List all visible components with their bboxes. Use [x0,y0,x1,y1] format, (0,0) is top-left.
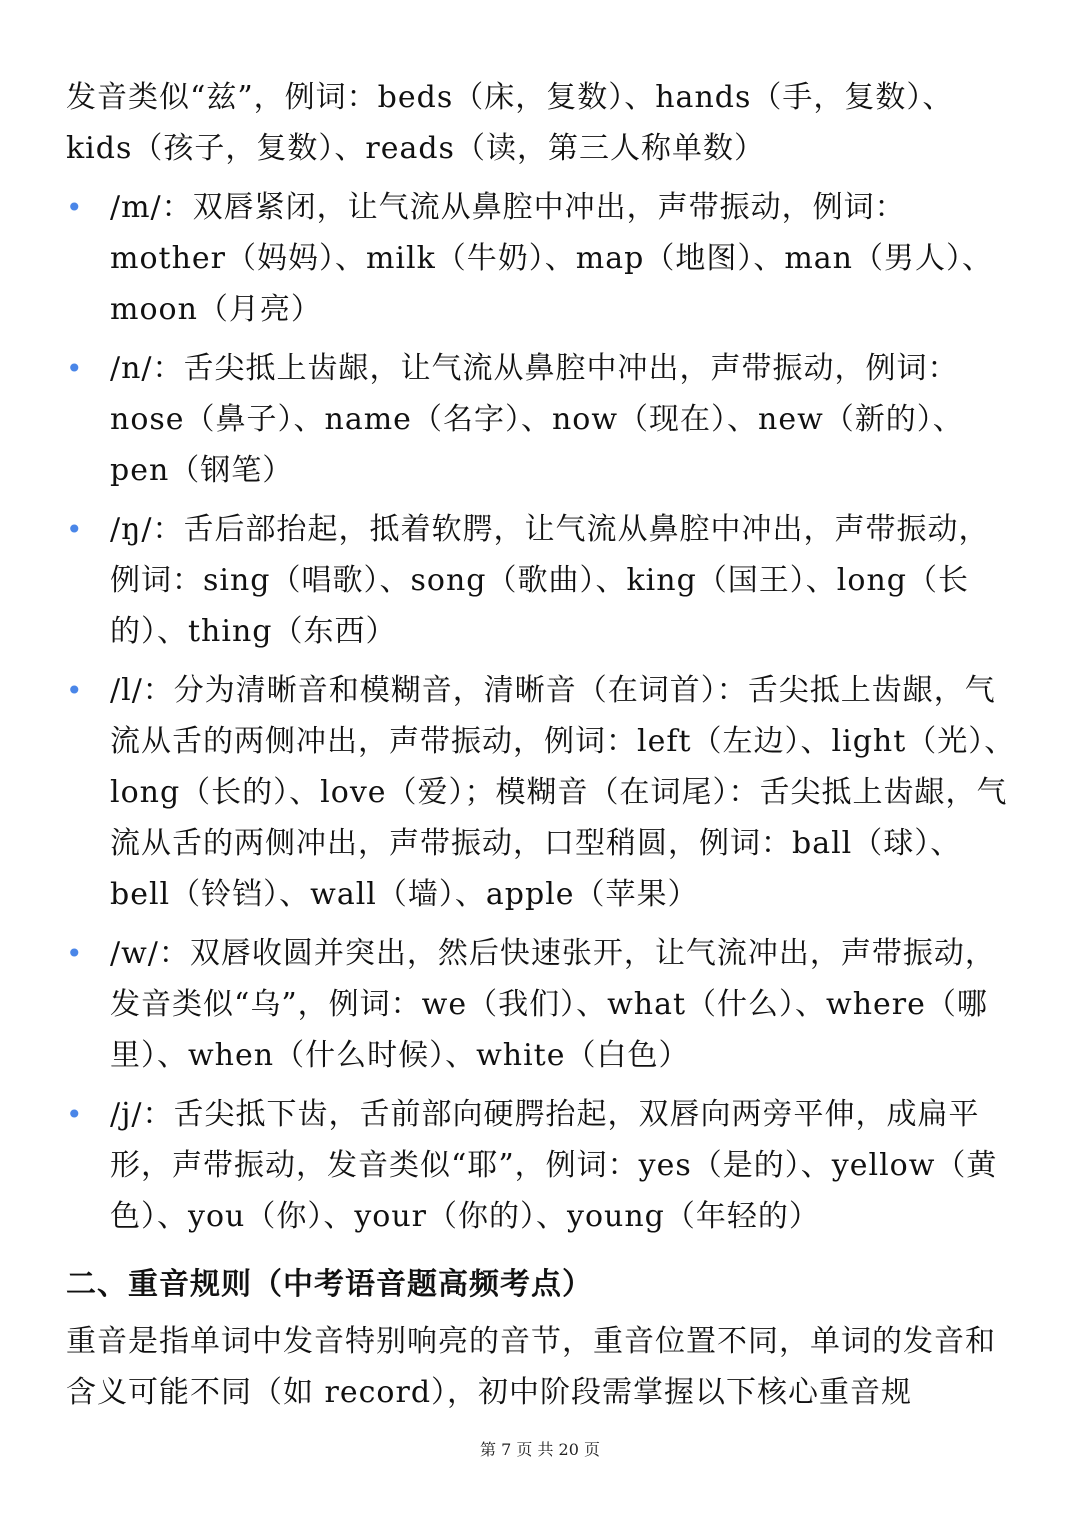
bullet-dot-icon: • [66,352,84,385]
bullet-text: /n/：舌尖抵上齿龈，让气流从鼻腔中冲出，声带振动，例词：nose（鼻子）、name（名字）、now（现在）、new（新的）、pen（钢笔） [110,351,964,488]
bullet-text: /j/：舌尖抵下齿，舌前部向硬腭抬起，双唇向两旁平伸，成扁平形，声带振动，发音类似“耶”，例词：yes（是的）、yellow（黄色）、you（你）、your（你的）、young（年轻的） [110,1097,998,1234]
bullet-text: /l/：分为清晰音和模糊音，清晰音（在词首）：舌尖抵上齿龈，气流从舌的两侧冲出，声带振动，例词：left（左边）、light（光）、long（长的）、love（爱）；模糊音（在词尾）：舌尖抵上齿龈，气流从舌的两侧冲出，声带振动，口型稍圆，例词：ball（球）、bell（铃铛）、wall（墙）、apple（苹果） [110,673,1016,912]
intro-paragraph: 发音类似“兹”，例词：beds（床，复数）、hands（手，复数）、kids（孩子，复数）、reads（读，第三人称单数） [66,80,954,166]
bullet-text: /m/：双唇紧闭，让气流从鼻腔中冲出，声带振动，例词：mother（妈妈）、milk（牛奶）、map（地图）、man（男人）、moon（月亮） [110,190,993,327]
bullet-text: /ŋ/：舌后部抬起，抵着软腭，让气流从鼻腔中冲出，声带振动，例词：sing（唱歌）、song（歌曲）、king（国王）、long（长的）、thing（东西） [110,512,990,649]
page-footer: 第 7 页 共 20 页 [480,1440,600,1459]
bullet-item-m [66,182,1016,335]
bullet-item-j [66,1089,1016,1242]
bullet-item-ng [66,504,1016,657]
bullet-dot-icon: • [66,191,84,224]
bullet-item-w [66,928,1016,1081]
page-content [66,72,1016,1418]
bullet-item-l [66,665,1016,920]
bullet-dot-icon: • [66,674,84,707]
section-heading: 二、重音规则（中考语音题高频考点） [66,1267,593,1302]
bullet-text: /w/：双唇收圆并突出，然后快速张开，让气流冲出，声带振动，发音类似“乌”，例词：we（我们）、what（什么）、where（哪里）、when（什么时候）、white（白色） [110,936,996,1073]
bullet-dot-icon: • [66,1098,84,1131]
bullet-item-n [66,343,1016,496]
section-body: 重音是指单词中发音特别响亮的音节，重音位置不同，单词的发音和含义可能不同（如 record），初中阶段需掌握以下核心重音规 [66,1324,996,1410]
bullet-dot-icon: • [66,937,84,970]
bullet-dot-icon: • [66,513,84,546]
